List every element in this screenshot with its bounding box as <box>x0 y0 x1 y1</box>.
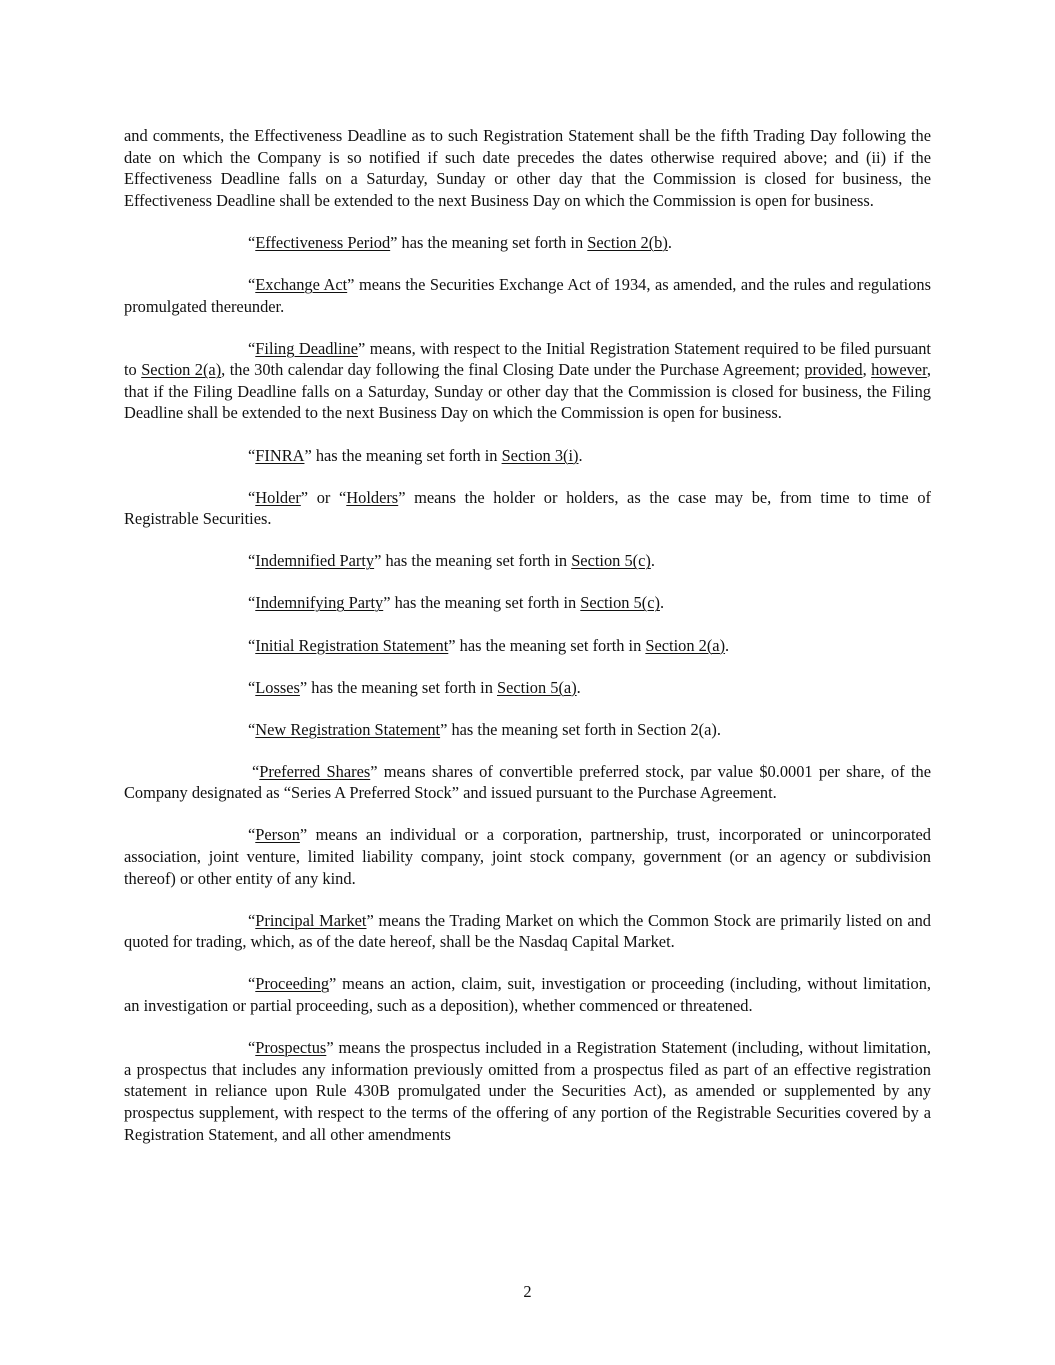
defined-term: Principal Market <box>255 910 367 930</box>
definition-losses: “Losses” has the meaning set forth in Section 5(a). <box>248 677 581 697</box>
section-reference: Section 5(c) <box>580 593 660 613</box>
definition-principal-market: “Principal Market” means the Trading Market on which the Common Stock are primarily listed on and quoted for trading, which, as of the date hereof, shall be the Nasdaq Capital Market. <box>124 910 931 952</box>
document-page <box>124 125 931 1166</box>
defined-term: FINRA <box>255 445 305 465</box>
definition-new-registration-statement: “New Registration Statement” has the meaning set forth in Section 2(a). <box>248 719 721 739</box>
definition-indemnifying-party: “Indemnifying Party” has the meaning set forth in Section 5(c). <box>248 593 665 613</box>
definition-prospectus: “Prospectus” means the prospectus included in a Registration Statement (including, without limitation, a prospectus that includes any information previously omitted from a prospectus filed as part of an effective registration statement in reliance upon Rule 430B promulgated under the Securities Act), as amended or supplemented by any prospectus supplement, with respect to the terms of the offering of any portion of the Registrable Securities covered by a Registration Statement, and all other amendments <box>124 1038 931 1144</box>
page-number: 2 <box>523 1282 532 1301</box>
defined-term: Indemnified Party <box>255 551 375 571</box>
section-reference: Section 5(c) <box>571 551 651 571</box>
definition-exchange-act: “Exchange Act” means the Securities Exchange Act of 1934, as amended, and the rules and regulations promulgated thereunder. <box>124 274 931 316</box>
defined-term: Holder <box>255 487 301 507</box>
definition-preferred-shares: “Preferred Shares” means shares of convertible preferred stock, par value $0.0001 per share, of the Company designated as “Series A Preferred Stock” and issued pursuant to the Purchase Agreement. <box>124 761 932 803</box>
defined-term: Losses <box>255 677 300 697</box>
defined-term: New Registration Statement <box>255 719 441 739</box>
defined-term: Preferred Shares <box>259 761 371 781</box>
section-reference: Section 2(a) <box>645 635 726 655</box>
defined-term-alt: Holders <box>346 487 399 507</box>
defined-term: Proceeding <box>255 974 330 994</box>
definition-indemnified-party: “Indemnified Party” has the meaning set forth in Section 5(c). <box>248 551 655 571</box>
defined-term: Prospectus <box>255 1038 327 1058</box>
proviso-provided: provided <box>804 360 863 380</box>
defined-term: Exchange Act <box>255 274 348 294</box>
definition-effectiveness-period: “Effectiveness Period” has the meaning set forth in Section 2(b). <box>248 232 672 252</box>
proviso-however: however <box>871 360 927 380</box>
definition-filing-deadline: “Filing Deadline” means, with respect to the Initial Registration Statement required to be filed pursuant to Section 2(a), the 30th calendar day following the final Closing Date under the Purchase Agreement; provided, however, that if the Filing Deadline falls on a Saturday, Sunday or other day that the Commission is closed for business, the Filing Deadline shall be extended to the next Business Day on which the Commission is open for business. <box>124 338 931 423</box>
defined-term: Indemnifying Party <box>255 593 384 613</box>
defined-term: Person <box>255 825 300 845</box>
defined-term: Effectiveness Period <box>255 232 391 252</box>
definition-holder: “Holder” or “Holders” means the holder or holders, as the case may be, from time to time of Registrable Securities. <box>124 487 931 529</box>
defined-term: Initial Registration Statement <box>255 635 449 655</box>
defined-term: Filing Deadline <box>255 338 359 358</box>
definition-initial-registration-statement: “Initial Registration Statement” has the meaning set forth in Section 2(a). <box>248 635 730 655</box>
section-reference: Section 5(a) <box>497 677 577 697</box>
section-reference: Section 2(a) <box>141 360 222 380</box>
definition-proceeding: “Proceeding” means an action, claim, suit, investigation or proceeding (including, without limitation, an investigation or partial proceeding, such as a deposition), whether commenced or threatened. <box>124 974 931 1016</box>
section-reference: Section 3(i) <box>501 445 579 465</box>
paragraph-effectiveness-deadline-continued: and comments, the Effectiveness Deadline as to such Registration Statement shall be the fifth Trading Day following the date on which the Company is so notified if such date precedes the dates otherwise required above; and (ii) if the Effectiveness Deadline falls on a Saturday, Sunday or other day that the Commission is closed for business, the Effectiveness Deadline shall be extended to the next Business Day on which the Commission is open for business. <box>124 126 931 210</box>
section-reference: Section 2(b) <box>587 232 668 252</box>
definition-finra: “FINRA” has the meaning set forth in Section 3(i). <box>248 445 583 465</box>
definition-person: “Person” means an individual or a corporation, partnership, trust, incorporated or unincorporated association, joint venture, limited liability company, joint stock company, government (or an agency or subdivision thereof) or other entity of any kind. <box>124 825 931 888</box>
